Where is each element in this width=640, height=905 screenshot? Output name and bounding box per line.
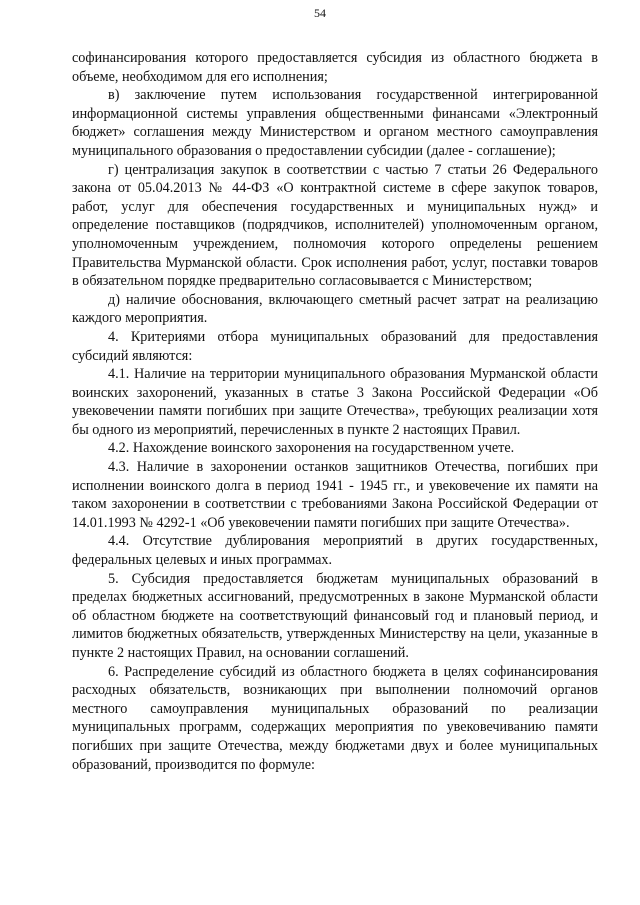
paragraph: софинансирования которого предоставляется субсидия из областного бюджета в объеме, необходимом для его исполнения; (72, 50, 598, 85)
paragraph: 4.4. Отсутствие дублирования мероприятий в других государственных, федеральных целевых и иных программах. (72, 533, 598, 569)
paragraph: 4. Критериями отбора муниципальных образований для предоставления субсидий являются: (72, 328, 598, 364)
paragraph: г) централизация закупок в соответствии с частью 7 статьи 26 Федерального закона от 05.04.2013 № 44-ФЗ «О контрактной системе в сфере закупок товаров, работ, услуг для обеспечения государственных и муниципальных нужд» и определение поставщиков (подрядчиков, исполнителей) уполномоченным органом, уполномоченным учреждением, полномочия которого определены решением Правительства Мурманской области. Срок исполнения работ, услуг, поставки товаров в обязательном порядке предварительно согласовывается с Министерством; (72, 161, 598, 290)
document-body (72, 49, 598, 774)
paragraph: д) наличие обоснования, включающего сметный расчет затрат на реализацию каждого мероприятия. (72, 291, 598, 327)
paragraph: 5. Субсидия предоставляется бюджетам муниципальных образований в пределах бюджетных ассигнований, предусмотренных в законе Мурманской области об областном бюджете на соответствующий финансовый год и плановый период, и лимитов бюджетных обязательств, утвержденных Министерству на цели, указанные в пункте 2 настоящих Правил, на основании соглашений. (72, 570, 598, 661)
paragraph: 6. Распределение субсидий из областного бюджета в целях софинансирования расходных обязательств, возникающих при выполнении полномочий органов местного самоуправления муниципальных образований по реализации муниципальных программ, содержащих мероприятия по увековечиванию памяти погибших при защите Отечества, между бюджетами двух и более муниципальных образований, производится по формуле: (72, 663, 598, 773)
paragraph: 4.1. Наличие на территории муниципального образования Мурманской области воинских захоронений, указанных в статье 3 Закона Российской Федерации «Об увековечении памяти погибших при защите Отечества», требующих реализации хотя бы одного из мероприятий, перечисленных в пункте 2 настоящих Правил. (72, 366, 598, 438)
page-number: 54 (314, 6, 326, 20)
paragraph: 4.2. Нахождение воинского захоронения на государственном учете. (108, 440, 515, 457)
paragraph: 4.3. Наличие в захоронении останков защитников Отечества, погибших при исполнении воинского долга в период 1941 - 1945 гг., и увековечение их памяти на таком захоронении в соответствии с требованиями Закона Российской Федерации от 14.01.1993 № 4292-1 «Об увековечении памяти погибших при защите Отечества». (72, 459, 598, 531)
paragraph: в) заключение путем использования государственной интегрированной информационной системы управления общественными финансами «Электронный бюджет» соглашения между Министерством и органом местного самоуправления муниципального образования о предоставлении субсидии (далее - соглашение); (72, 87, 598, 159)
